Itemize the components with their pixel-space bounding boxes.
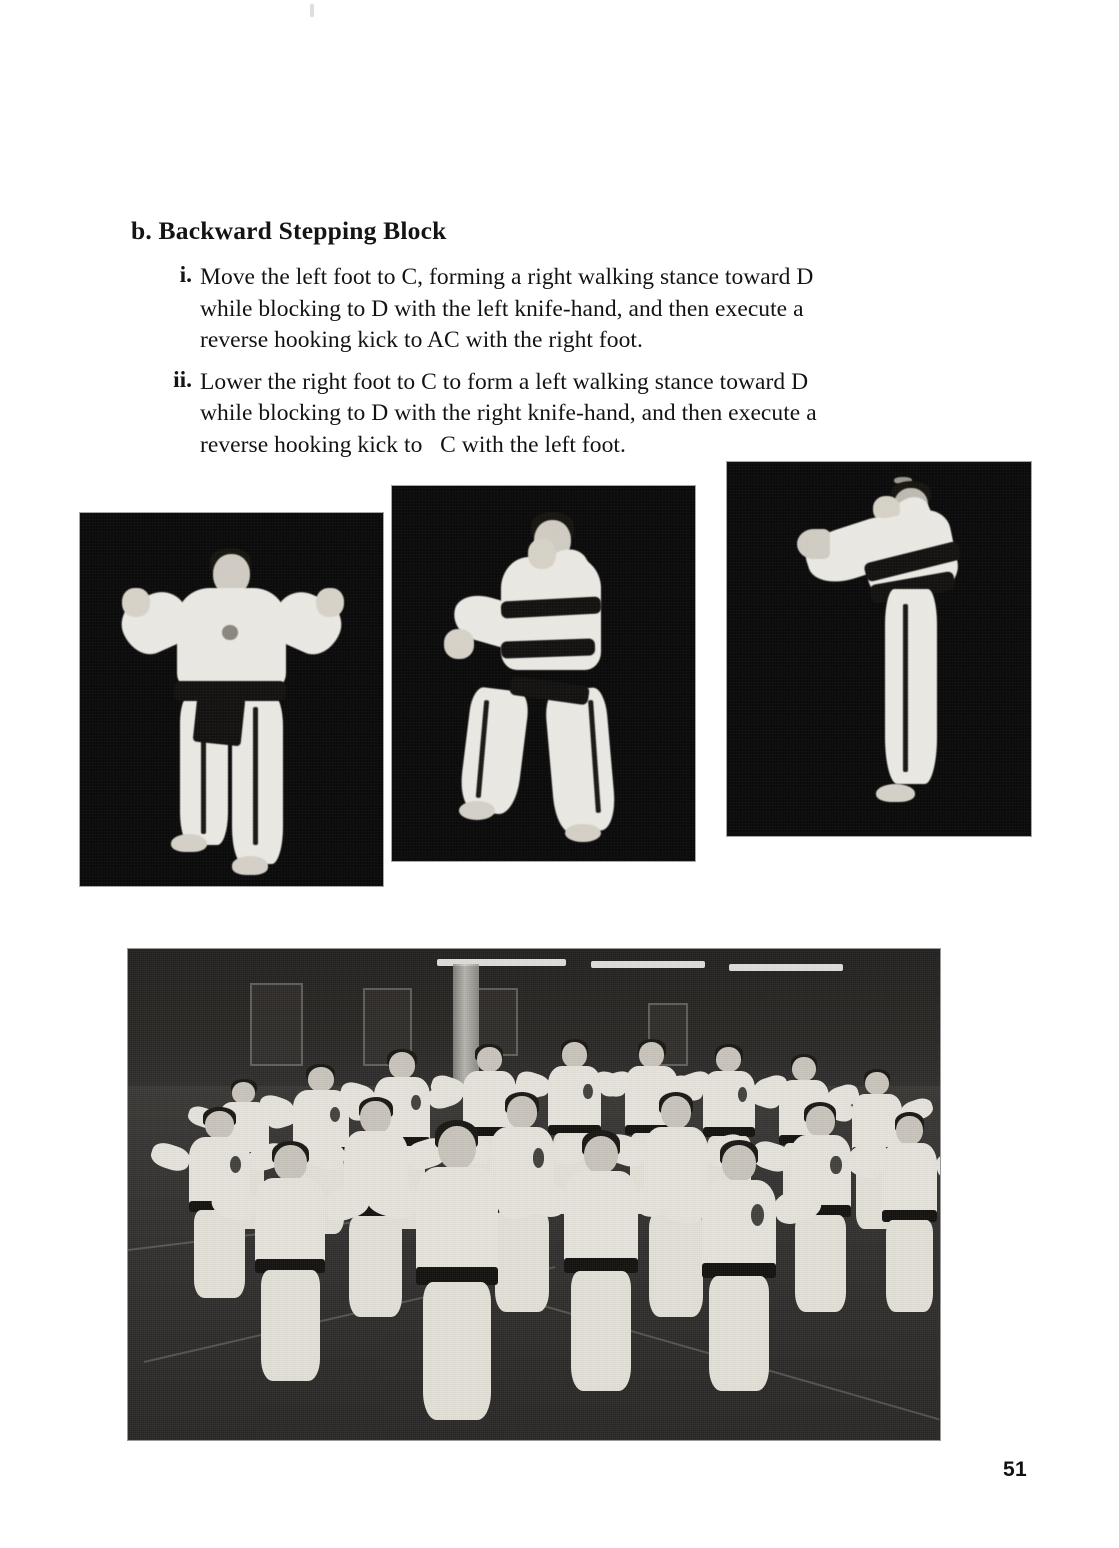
figure-photo-2	[392, 486, 695, 861]
figure-lower-lapel	[501, 638, 595, 658]
figure-left-foot	[459, 801, 495, 820]
scan-artifact-speck	[310, 4, 314, 17]
figure-illustration	[392, 486, 695, 861]
student-legs	[709, 1276, 770, 1391]
student-head	[896, 1116, 922, 1145]
text-line: while blocking to D with the left knife-hand, and then execute a	[200, 295, 804, 322]
student-head	[792, 1057, 815, 1081]
list-item-body-ii	[200, 367, 915, 462]
ceiling-light	[729, 964, 843, 971]
text-line: Lower the right foot to C to form a left walking stance toward D	[200, 368, 809, 395]
text-line: while blocking to D with the right knife-hand, and then execute a	[200, 400, 817, 426]
figure-belt-knot	[193, 693, 246, 746]
student-figure	[688, 1145, 790, 1391]
figure-right-trouser-stripe	[253, 707, 258, 845]
student-head	[389, 1052, 415, 1079]
instruction-list	[0, 262, 1119, 471]
student-head	[507, 1096, 537, 1128]
figure-photo-3	[727, 462, 1031, 836]
student-legs	[349, 1216, 403, 1318]
figure-right-fist	[316, 588, 343, 618]
figure-kicking-foot	[797, 529, 830, 559]
figure-standing-leg	[885, 589, 937, 783]
figure-photo-group	[128, 949, 940, 1440]
ceiling-light	[591, 961, 705, 968]
student-head	[865, 1072, 888, 1096]
student-legs	[886, 1220, 932, 1312]
student-figure-front-center	[400, 1126, 514, 1421]
list-item-body-i	[200, 262, 915, 357]
student-head	[722, 1145, 757, 1182]
page-number: 51	[1003, 1458, 1027, 1481]
student-head	[232, 1082, 255, 1104]
list-marker-ii: ii.	[173, 366, 192, 393]
student-legs	[571, 1271, 632, 1391]
student-legs	[261, 1270, 319, 1381]
list-marker-i: i.	[179, 262, 192, 288]
figure-right-leg	[543, 686, 616, 833]
figure-right-foot	[232, 856, 268, 875]
student-head	[360, 1101, 390, 1133]
student-head	[274, 1145, 307, 1180]
student-head	[308, 1067, 334, 1092]
student-head	[584, 1136, 619, 1174]
student-crest	[230, 1156, 241, 1173]
figure-illustration	[727, 462, 1031, 836]
section-heading: b. Backward Stepping Block	[131, 216, 447, 245]
text-line: reverse hooking kick to AC with the right foot.	[200, 327, 643, 353]
student-figure	[871, 1116, 940, 1312]
student-legs	[423, 1282, 491, 1420]
student-head	[205, 1111, 234, 1139]
figure-trouser-stripe	[903, 604, 908, 772]
list-item	[0, 262, 1119, 357]
student-head	[661, 1096, 691, 1129]
student-crest	[533, 1148, 545, 1167]
figure-crest	[222, 625, 237, 640]
student-head	[438, 1126, 477, 1170]
figure-standing-foot	[876, 784, 916, 803]
student-head	[477, 1047, 502, 1072]
figure-left-fist	[122, 588, 149, 618]
figure-left-foot	[171, 834, 207, 853]
list-item	[0, 367, 1119, 462]
figure-photo-1	[80, 513, 383, 886]
figure-illustration	[80, 513, 383, 886]
student-figure	[242, 1145, 339, 1381]
student-crest	[830, 1156, 841, 1175]
text-line: Move the left foot to C, forming a right walking stance toward D	[200, 264, 814, 290]
figure-right-foot	[565, 824, 601, 843]
hall-door	[250, 983, 303, 1066]
figure-left-fist	[444, 629, 474, 659]
student-crest	[583, 1084, 593, 1099]
student-head	[806, 1106, 835, 1137]
figure-left-leg	[457, 685, 529, 815]
student-head	[639, 1042, 664, 1068]
student-legs	[795, 1215, 846, 1312]
student-legs	[194, 1210, 245, 1298]
student-head	[716, 1047, 741, 1072]
figure-right-fist	[528, 539, 555, 569]
figure-torso	[177, 588, 286, 692]
text-line: reverse hooking kick to C with the left foot.	[200, 431, 626, 458]
student-figure	[550, 1136, 652, 1391]
student-head	[562, 1042, 587, 1068]
